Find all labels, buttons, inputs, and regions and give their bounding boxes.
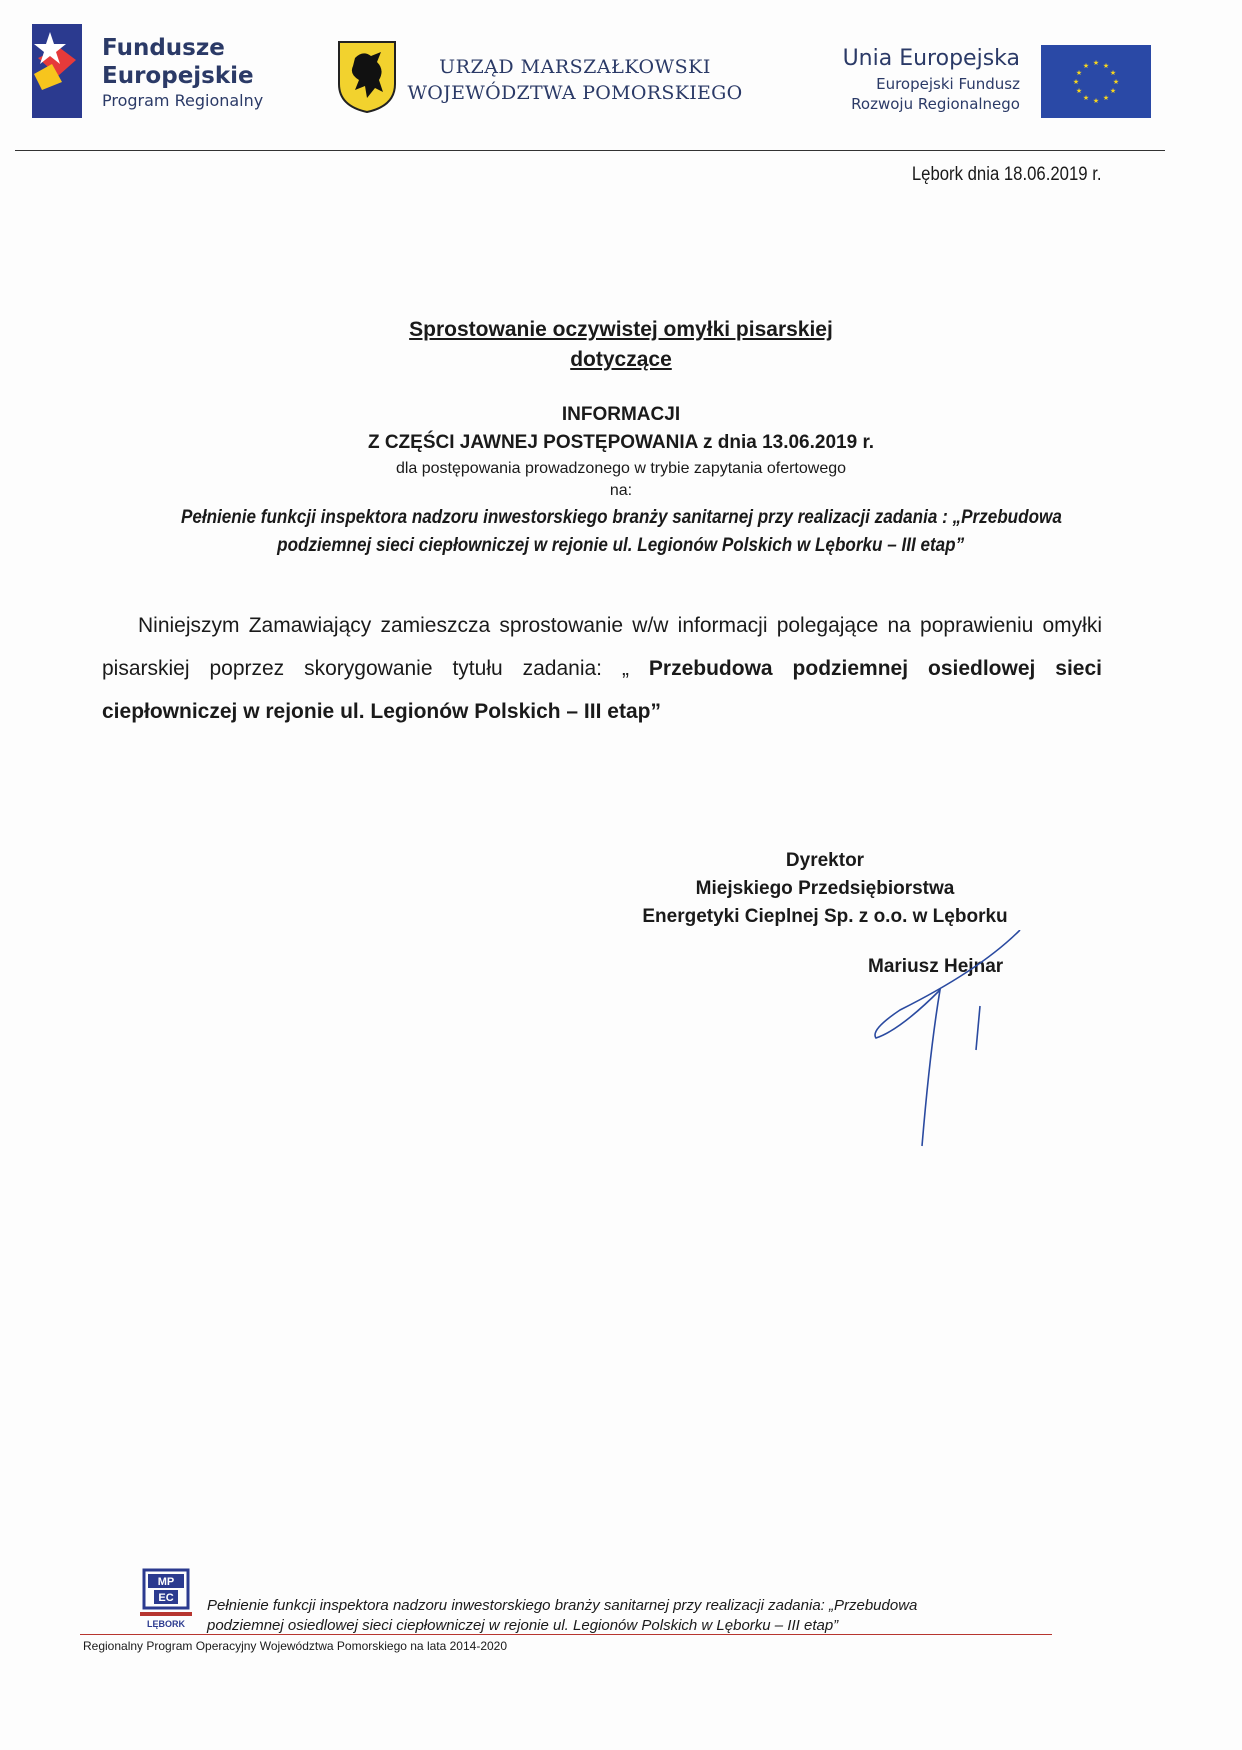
mpec-lebork-logo-icon <box>140 1568 192 1630</box>
fundusze-europejskie-text <box>102 34 263 112</box>
signature-company-line1: Miejskiego Przedsiębiorstwa <box>695 878 955 899</box>
svg-text:★: ★ <box>1092 97 1100 105</box>
footer-divider <box>80 1634 1052 1635</box>
fundusze-europejskie-logo-icon <box>32 24 82 118</box>
header-divider <box>15 150 1165 151</box>
svg-text:★: ★ <box>1092 59 1100 67</box>
svg-text:★: ★ <box>1082 62 1090 70</box>
um-line2: WOJEWÓDZTWA POMORSKIEGO <box>407 82 743 104</box>
um-line1: URZĄD MARSZAŁKOWSKI <box>439 56 711 78</box>
signature-company-line2: Energetyki Cieplnej Sp. z o.o. w Lęborku <box>642 906 1008 927</box>
info-procedure: dla postępowania prowadzonego w trybie zapytania ofertowego <box>395 460 847 477</box>
subject-line2: podziemnej sieci ciepłowniczej w rejonie ul. Legionów Polskich w Lęborku – III etap” <box>277 535 965 556</box>
info-subheading: Z CZĘŚCI JAWNEJ POSTĘPOWANIA z dnia 13.06.2019 r. <box>367 432 875 453</box>
body-paragraph <box>102 604 1102 733</box>
unia-europejska-text <box>800 44 1020 114</box>
ue-line2: Europejski Fundusz <box>876 75 1020 93</box>
document-date: Lębork dnia 18.06.2019 r. <box>912 164 1102 185</box>
signature-name: Mariusz Hejnar <box>868 956 1004 977</box>
svg-text:★: ★ <box>1109 69 1117 77</box>
subject-line1: Pełnienie funkcji inspektora nadzoru inwestorskiego branży sanitarnej przy realizacji zadania : „Przebudowa <box>180 507 1062 528</box>
document-title-line2: dotyczące <box>570 348 672 371</box>
fe-line1: Fundusze <box>102 35 225 61</box>
svg-text:★: ★ <box>1102 62 1110 70</box>
svg-text:★: ★ <box>1109 87 1117 95</box>
pomorskie-griffin-crest-icon <box>337 40 397 114</box>
ue-line3: Rozwoju Regionalnego <box>851 95 1020 113</box>
body-part1: Niniejszym Zamawiający zamieszcza sprostowanie w/w informacji polegające na poprawieniu omyłki pisarskiej poprzez skorygowanie tytułu zadania: „ <box>102 614 1102 680</box>
footer-project-title: Pełnienie funkcji inspektora nadzoru inwestorskiego branży sanitarnej przy realizacji zadania: „Przebudowa podziemnej osiedlowej sieci ciepłowniczej w rejonie ul. Legionów Polskich w Lęborku – III etap” <box>207 1597 918 1634</box>
signature-title: Dyrektor <box>785 850 865 871</box>
eu-flag-icon <box>1041 45 1151 118</box>
body-part2: Przebudowa podziemnej osiedlowej sieci ciepłowniczej w rejonie ul. Legionów Polskich – III etap” <box>102 657 1103 723</box>
fe-line3: Program Regionalny <box>102 91 264 110</box>
svg-text:★: ★ <box>1082 94 1090 102</box>
footer-program: Regionalny Program Operacyjny Województwa Pomorskiego na lata 2014-2020 <box>83 1639 508 1653</box>
svg-text:★: ★ <box>1075 87 1083 95</box>
ue-line1: Unia Europejska <box>842 46 1020 71</box>
mpec-logo-city-text: LĘBORK <box>147 1619 185 1629</box>
svg-text:★: ★ <box>1112 78 1120 86</box>
mpec-logo-top-text: MP <box>157 1576 175 1588</box>
svg-text:★: ★ <box>1102 94 1110 102</box>
urzad-marszalkowski-text <box>405 54 745 106</box>
handwritten-signature-icon <box>860 930 1040 1150</box>
info-na: na: <box>609 482 633 499</box>
svg-text:★: ★ <box>1075 69 1083 77</box>
mpec-logo-mid-text: EC <box>158 1592 174 1604</box>
svg-text:★: ★ <box>1072 78 1080 86</box>
fe-line2: Europejskie <box>102 63 254 89</box>
document-title-line1: Sprostowanie oczywistej omyłki pisarskiej <box>409 318 833 341</box>
info-heading: INFORMACJI <box>561 404 681 425</box>
